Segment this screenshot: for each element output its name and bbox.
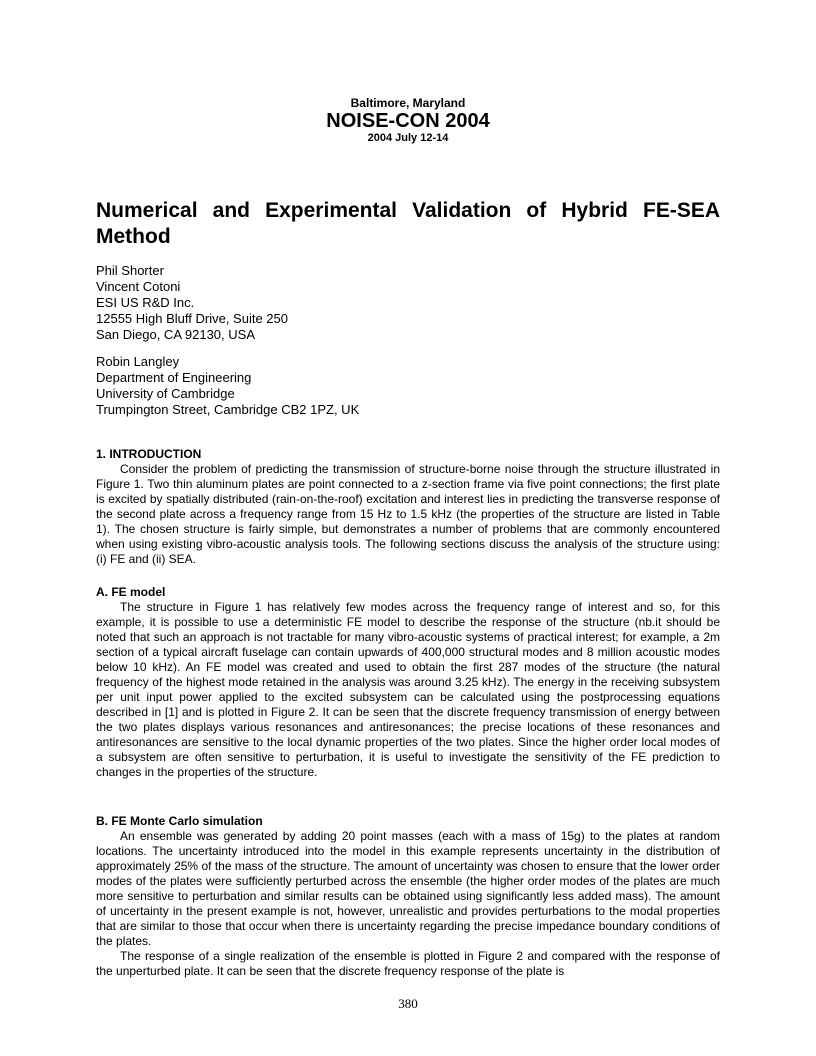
author-name: Robin Langley [96,354,180,369]
body-paragraph: The structure in Figure 1 has relatively few modes across the frequency range of interest and so, for this example, it is possible to use a deterministic FE model to describe the response of the structure (nb.it should be noted that such an approach is not tractable for many vibro-acoustic systems of practical interest; for example, a 2m section of a typical aircraft fuselage can contain upwards of 400,000 structural modes and 8 million acoustic modes below 10 kHz). An FE model was created and used to obtain the first 287 modes of the structure (the natural frequency of the highest mode retained in the analysis was around 3.25 kHz). The energy in the receiving subsystem per unit input power applied to the excited subsystem can be calculated using the postprocessing equations described in [1] and is plotted in Figure 2. It can be seen that the discrete frequency transmission of energy between the two plates displays various resonances and antiresonances; the precise locations of these resonances and antiresonances are sensitive to the local dynamic properties of the two plates. Since the higher order local modes of a subsystem are often sensitive to perturbation, it is useful to investigate the sensitivity of the FE prediction to changes in the properties of the structure. [96,600,720,779]
section-heading: A. FE model [96,585,166,599]
paper-title: Numerical and Experimental Validation of Hybrid FE-SEA Method [96,199,720,248]
author-block-cambridge [96,354,359,418]
author-affiliation: ESI US R&D Inc. [96,295,195,310]
body-paragraph: Consider the problem of predicting the transmission of structure-borne noise through the structure illustrated in Figure 1. Two thin aluminum plates are point connected to a z-section frame via five point connections; the first plate is excited by spatially distributed (rain-on-the-roof) excitation and interest lies in predicting the transverse response of the second plate across a frequency range from 15 Hz to 1.5 kHz (the properties of the structure are listed in Table 1). The chosen structure is fairly simple, but demonstrates a number of problems that are commonly encountered when using existing vibro-acoustic analysis tools. The following sections discuss the analysis of the structure using: (i) FE and (ii) SEA. [96,462,720,566]
author-address: 12555 High Bluff Drive, Suite 250 [96,311,288,326]
conference-name: NOISE-CON 2004 [326,110,490,132]
author-address: Trumpington Street, Cambridge CB2 1PZ, UK [96,402,360,417]
section-heading: B. FE Monte Carlo simulation [96,814,263,828]
conference-location: Baltimore, Maryland [350,96,466,110]
author-affiliation: Department of Engineering [96,370,252,385]
author-affiliation: University of Cambridge [96,386,235,401]
author-address: San Diego, CA 92130, USA [96,327,255,342]
section-introduction [96,447,720,567]
conference-header [96,96,720,145]
section-heading: 1. INTRODUCTION [96,447,202,461]
section-monte-carlo [96,814,720,979]
conference-date: 2004 July 12-14 [367,132,449,144]
section-fe-model [96,585,720,780]
page-number: 380 [398,996,418,1011]
body-paragraph: The response of a single realization of the ensemble is plotted in Figure 2 and compared with the response of the unperturbed plate. It can be seen that the discrete frequency response of the plate is [96,949,720,978]
author-name: Vincent Cotoni [96,279,181,294]
author-name: Phil Shorter [96,263,164,278]
body-paragraph: An ensemble was generated by adding 20 point masses (each with a mass of 15g) to the plates at random locations. The uncertainty introduced into the model in this example represents uncertainty in the distribution of approximately 25% of the mass of the structure. The amount of uncertainty was chosen to ensure that the lower order modes of the plates were sufficiently perturbed across the ensemble (the higher order modes of the plates are much more sensitive to perturbation and similar results can be obtained using significantly less added mass). The amount of uncertainty in the present example is not, however, unrealistic and provides perturbations to the modal properties that are similar to those that occur when there is uncertainty regarding the precise impedance boundary conditions of the plates. [96,829,720,948]
author-block-esi [96,263,288,343]
